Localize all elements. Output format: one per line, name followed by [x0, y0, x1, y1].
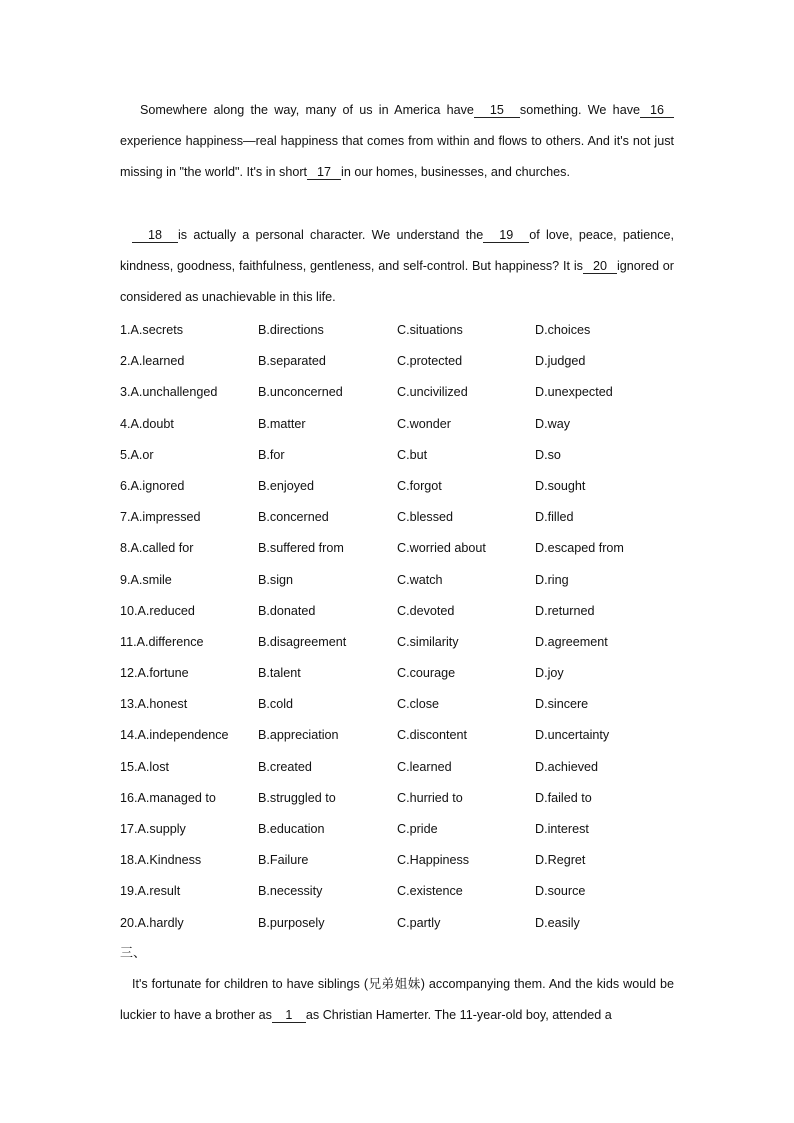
option-b[interactable]: B.created	[258, 759, 312, 774]
option-d[interactable]: D.interest	[535, 822, 589, 836]
option-a[interactable]: 13.A.honest	[120, 697, 188, 712]
question-row	[120, 845, 720, 876]
option-b[interactable]: B.appreciation	[258, 728, 339, 743]
option-c[interactable]: C.courage	[397, 666, 456, 681]
option-a[interactable]: 12.A.fortune	[120, 666, 189, 681]
question-row	[120, 346, 720, 377]
option-c[interactable]: C.Happiness	[397, 853, 470, 868]
question-row	[120, 409, 720, 440]
option-b[interactable]: B.cold	[258, 697, 294, 712]
blank-19[interactable]: 19	[483, 228, 529, 243]
option-d[interactable]: D.way	[535, 416, 570, 431]
option-d[interactable]: D.source	[535, 884, 586, 899]
option-a[interactable]: 4.A.doubt	[120, 416, 174, 431]
option-a[interactable]: 7.A.impressed	[120, 510, 201, 525]
option-c[interactable]: C.uncivilized	[397, 385, 468, 400]
option-a[interactable]: 1.A.secrets	[120, 323, 183, 337]
question-row	[120, 752, 720, 783]
question-row	[120, 720, 720, 751]
blank-15[interactable]: 15	[474, 103, 520, 118]
question-row	[120, 908, 720, 939]
option-d[interactable]: D.returned	[535, 603, 595, 618]
option-c[interactable]: C.blessed	[397, 510, 454, 525]
option-c[interactable]: C.wonder	[397, 416, 451, 431]
option-c[interactable]: C.similarity	[397, 634, 459, 649]
option-b[interactable]: B.talent	[258, 666, 301, 681]
option-d[interactable]: D.so	[535, 447, 561, 462]
option-c[interactable]: C.partly	[397, 915, 441, 930]
blank-16[interactable]: 16	[640, 103, 674, 118]
option-b[interactable]: B.disagreement	[258, 634, 347, 649]
option-c[interactable]: C.close	[397, 697, 439, 712]
option-a[interactable]: 17.A.supply	[120, 822, 186, 836]
option-d[interactable]: D.achieved	[535, 759, 599, 774]
option-a[interactable]: 10.A.reduced	[120, 603, 195, 618]
question-row	[120, 565, 720, 596]
question-row	[120, 658, 720, 689]
option-c[interactable]: C.hurried to	[397, 790, 463, 805]
question-row	[120, 502, 720, 533]
blank-1[interactable]: 1	[272, 1008, 306, 1023]
passage-paragraph-1: Somewhere along the way, many of us in America have 15 something. We have 16experience happiness—real happiness that comes from within and flows to others. And it's not just missing in "the world". It's in short 17 in our homes, businesses, and churches.	[120, 103, 674, 180]
option-b[interactable]: B.donated	[258, 603, 316, 618]
option-a[interactable]: 8.A.called for	[120, 541, 194, 556]
option-a[interactable]: 20.A.hardly	[120, 915, 184, 930]
option-d[interactable]: D.sincere	[535, 697, 589, 712]
option-b[interactable]: B.separated	[258, 354, 326, 369]
question-row	[120, 783, 720, 814]
option-c[interactable]: C.devoted	[397, 603, 455, 618]
option-c[interactable]: C.protected	[397, 354, 463, 369]
option-a[interactable]: 19.A.result	[120, 884, 181, 899]
option-c[interactable]: C.existence	[397, 884, 463, 899]
option-b[interactable]: B.unconcerned	[258, 385, 343, 400]
blank-20[interactable]: 20	[583, 259, 617, 274]
option-a[interactable]: 2.A.learned	[120, 354, 185, 369]
option-d[interactable]: D.ring	[535, 572, 569, 587]
question-row	[120, 315, 720, 346]
option-d[interactable]: D.uncertainty	[535, 728, 610, 743]
option-a[interactable]: 14.A.independence	[120, 728, 229, 743]
question-row	[120, 876, 720, 907]
passage-paragraph-3: It's fortunate for children to have siblings (兄弟姐妹) accompanying them. And the kids would be luckier to have a brother as 1 as Christian Hamerter. The 11-year-old boy, attended a	[120, 977, 674, 1023]
option-b[interactable]: B.enjoyed	[258, 478, 315, 493]
question-row	[120, 814, 720, 845]
option-a[interactable]: 5.A.or	[120, 447, 154, 462]
option-b[interactable]: B.purposely	[258, 915, 325, 930]
passage-paragraph-2: 18 is actually a personal character. We understand the 19 of love, peace, patience, kindness, goodness, faithfulness, gentleness, and self-control. But happiness? It is 20 ignored or considered as unachievable in this life.	[120, 228, 675, 305]
option-a[interactable]: 15.A.lost	[120, 759, 170, 774]
question-row	[120, 627, 720, 658]
option-b[interactable]: B.struggled to	[258, 790, 336, 805]
option-d[interactable]: D.easily	[535, 915, 580, 930]
option-a[interactable]: 6.A.ignored	[120, 478, 185, 493]
option-c[interactable]: C.forgot	[397, 478, 442, 493]
option-a[interactable]: 9.A.smile	[120, 572, 172, 587]
question-row	[120, 533, 720, 564]
question-row	[120, 440, 720, 471]
section-heading: 三、	[120, 946, 147, 961]
blank-17[interactable]: 17	[307, 165, 341, 180]
option-b[interactable]: B.Failure	[258, 853, 309, 868]
option-c[interactable]: C.worried about	[397, 541, 486, 556]
option-b[interactable]: B.matter	[258, 416, 306, 431]
option-c[interactable]: C.pride	[397, 822, 438, 836]
option-c[interactable]: C.situations	[397, 323, 463, 337]
option-a[interactable]: 3.A.unchallenged	[120, 385, 218, 400]
option-b[interactable]: B.necessity	[258, 884, 323, 899]
option-d[interactable]: D.unexpected	[535, 385, 613, 400]
option-b[interactable]: B.suffered from	[258, 541, 344, 556]
option-d[interactable]: D.failed to	[535, 790, 592, 805]
option-d[interactable]: D.agreement	[535, 634, 608, 649]
question-row	[120, 471, 720, 502]
option-a[interactable]: 11.A.difference	[120, 634, 204, 649]
option-b[interactable]: B.directions	[258, 323, 324, 337]
question-row	[120, 377, 720, 408]
option-a[interactable]: 18.A.Kindness	[120, 853, 202, 868]
option-b[interactable]: B.for	[258, 447, 285, 462]
option-c[interactable]: C.but	[397, 447, 428, 462]
option-d[interactable]: D.filled	[535, 510, 574, 525]
option-d[interactable]: D.sought	[535, 478, 586, 493]
option-c[interactable]: C.watch	[397, 572, 443, 587]
option-c[interactable]: C.learned	[397, 759, 452, 774]
question-row	[120, 596, 720, 627]
option-d[interactable]: D.choices	[535, 323, 591, 337]
answer-options-list	[120, 315, 720, 939]
blank-18[interactable]: 18	[132, 228, 178, 243]
option-d[interactable]: D.escaped from	[535, 541, 624, 556]
option-d[interactable]: D.Regret	[535, 853, 586, 868]
option-c[interactable]: C.discontent	[397, 728, 468, 743]
option-b[interactable]: B.sign	[258, 572, 294, 587]
question-row	[120, 689, 720, 720]
option-b[interactable]: B.education	[258, 822, 325, 836]
option-a[interactable]: 16.A.managed to	[120, 790, 216, 805]
option-d[interactable]: D.joy	[535, 666, 564, 681]
option-d[interactable]: D.judged	[535, 354, 586, 369]
option-b[interactable]: B.concerned	[258, 510, 329, 525]
